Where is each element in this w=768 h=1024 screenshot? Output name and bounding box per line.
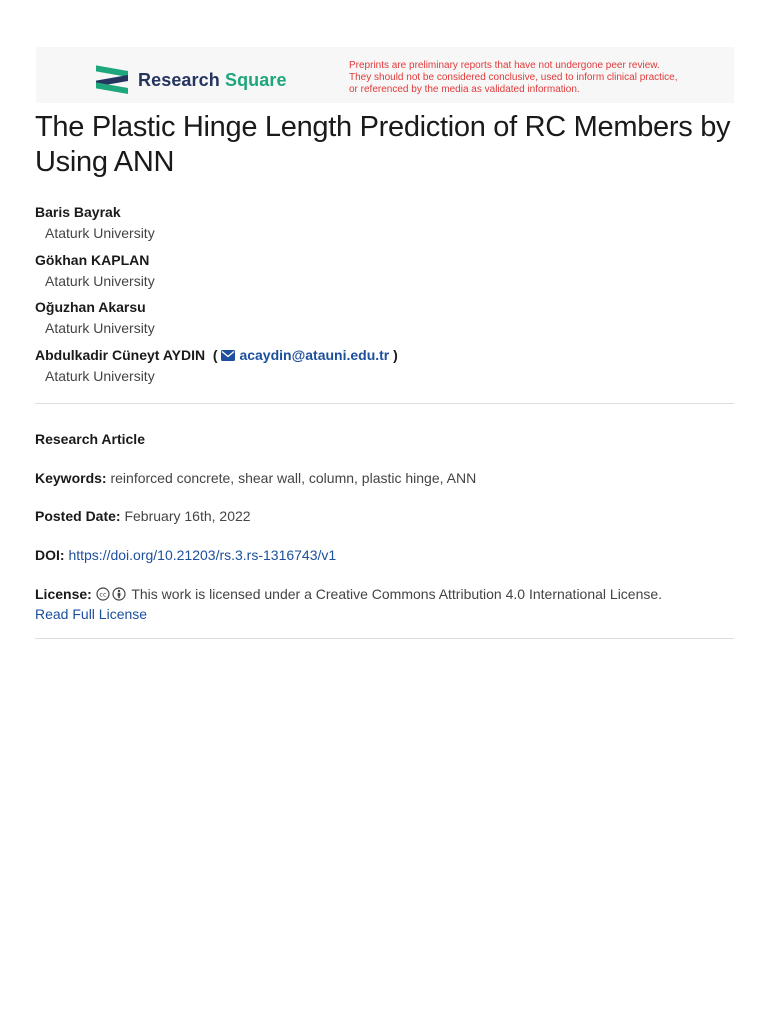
doi-link[interactable]: https://doi.org/10.21203/rs.3.rs-1316743/v1 [68, 547, 337, 563]
disclaimer-line: or referenced by the media as validated information. [349, 84, 580, 95]
author-name: Abdulkadir Cüneyt AYDIN [35, 346, 206, 363]
author-entry [35, 345, 735, 393]
doi-row [35, 545, 735, 565]
close-paren: ) [393, 346, 398, 363]
author-name: Baris Bayrak [35, 204, 121, 220]
author-affiliation: Ataturk University [45, 272, 155, 289]
keywords-label: Keywords: [35, 470, 107, 486]
keywords-row [35, 468, 735, 488]
author-name: Oğuzhan Akarsu [35, 299, 146, 315]
paper-title: The Plastic Hinge Length Prediction of RC Members by Using ANN [35, 111, 731, 178]
preprint-banner [36, 47, 734, 103]
attribution-icon [112, 587, 126, 601]
preprint-disclaimer [349, 60, 719, 96]
envelope-icon [221, 350, 235, 361]
disclaimer-line: They should not be considered conclusive, used to inform clinical practice, [349, 72, 678, 83]
logo-research-word: Research [138, 69, 220, 90]
divider [35, 403, 734, 404]
author-entry [35, 297, 735, 345]
divider [35, 638, 734, 639]
author-email-link[interactable] [221, 347, 393, 363]
doi-label: DOI: [35, 547, 65, 563]
corresponding-author [35, 345, 735, 365]
posted-date-value: February 16th, 2022 [124, 508, 251, 524]
article-type-value: Research Article [35, 431, 145, 447]
author-name: Gökhan KAPLAN [35, 251, 150, 268]
license-row [35, 584, 735, 624]
research-square-logo-icon [94, 65, 130, 95]
posted-date-label: Posted Date: [35, 508, 121, 524]
article-type [35, 429, 735, 449]
posted-date-row [35, 506, 735, 526]
research-square-logo[interactable] [94, 65, 287, 95]
license-label: License: [35, 586, 92, 602]
open-paren: ( [209, 346, 218, 363]
logo-square-word: Square [224, 69, 287, 90]
author-entry [35, 250, 735, 298]
author-email: acaydin@atauni.edu.tr [239, 346, 390, 363]
keywords-value: reinforced concrete, shear wall, column, plastic hinge, ANN [110, 470, 477, 486]
read-full-license-link[interactable]: Read Full License [35, 606, 148, 622]
logo-wordmark [138, 70, 287, 91]
svg-text:cc: cc [99, 590, 107, 599]
author-affiliation: Ataturk University [45, 367, 155, 384]
license-text: This work is licensed under a Creative Commons Attribution 4.0 International License. [131, 586, 663, 602]
disclaimer-line: Preprints are preliminary reports that have not undergone peer review. [349, 60, 660, 71]
author-affiliation: Ataturk University [45, 320, 155, 336]
author-affiliation: Ataturk University [45, 225, 155, 241]
creative-commons-icon [96, 587, 110, 601]
author-entry [35, 202, 735, 250]
author-list [35, 202, 735, 392]
